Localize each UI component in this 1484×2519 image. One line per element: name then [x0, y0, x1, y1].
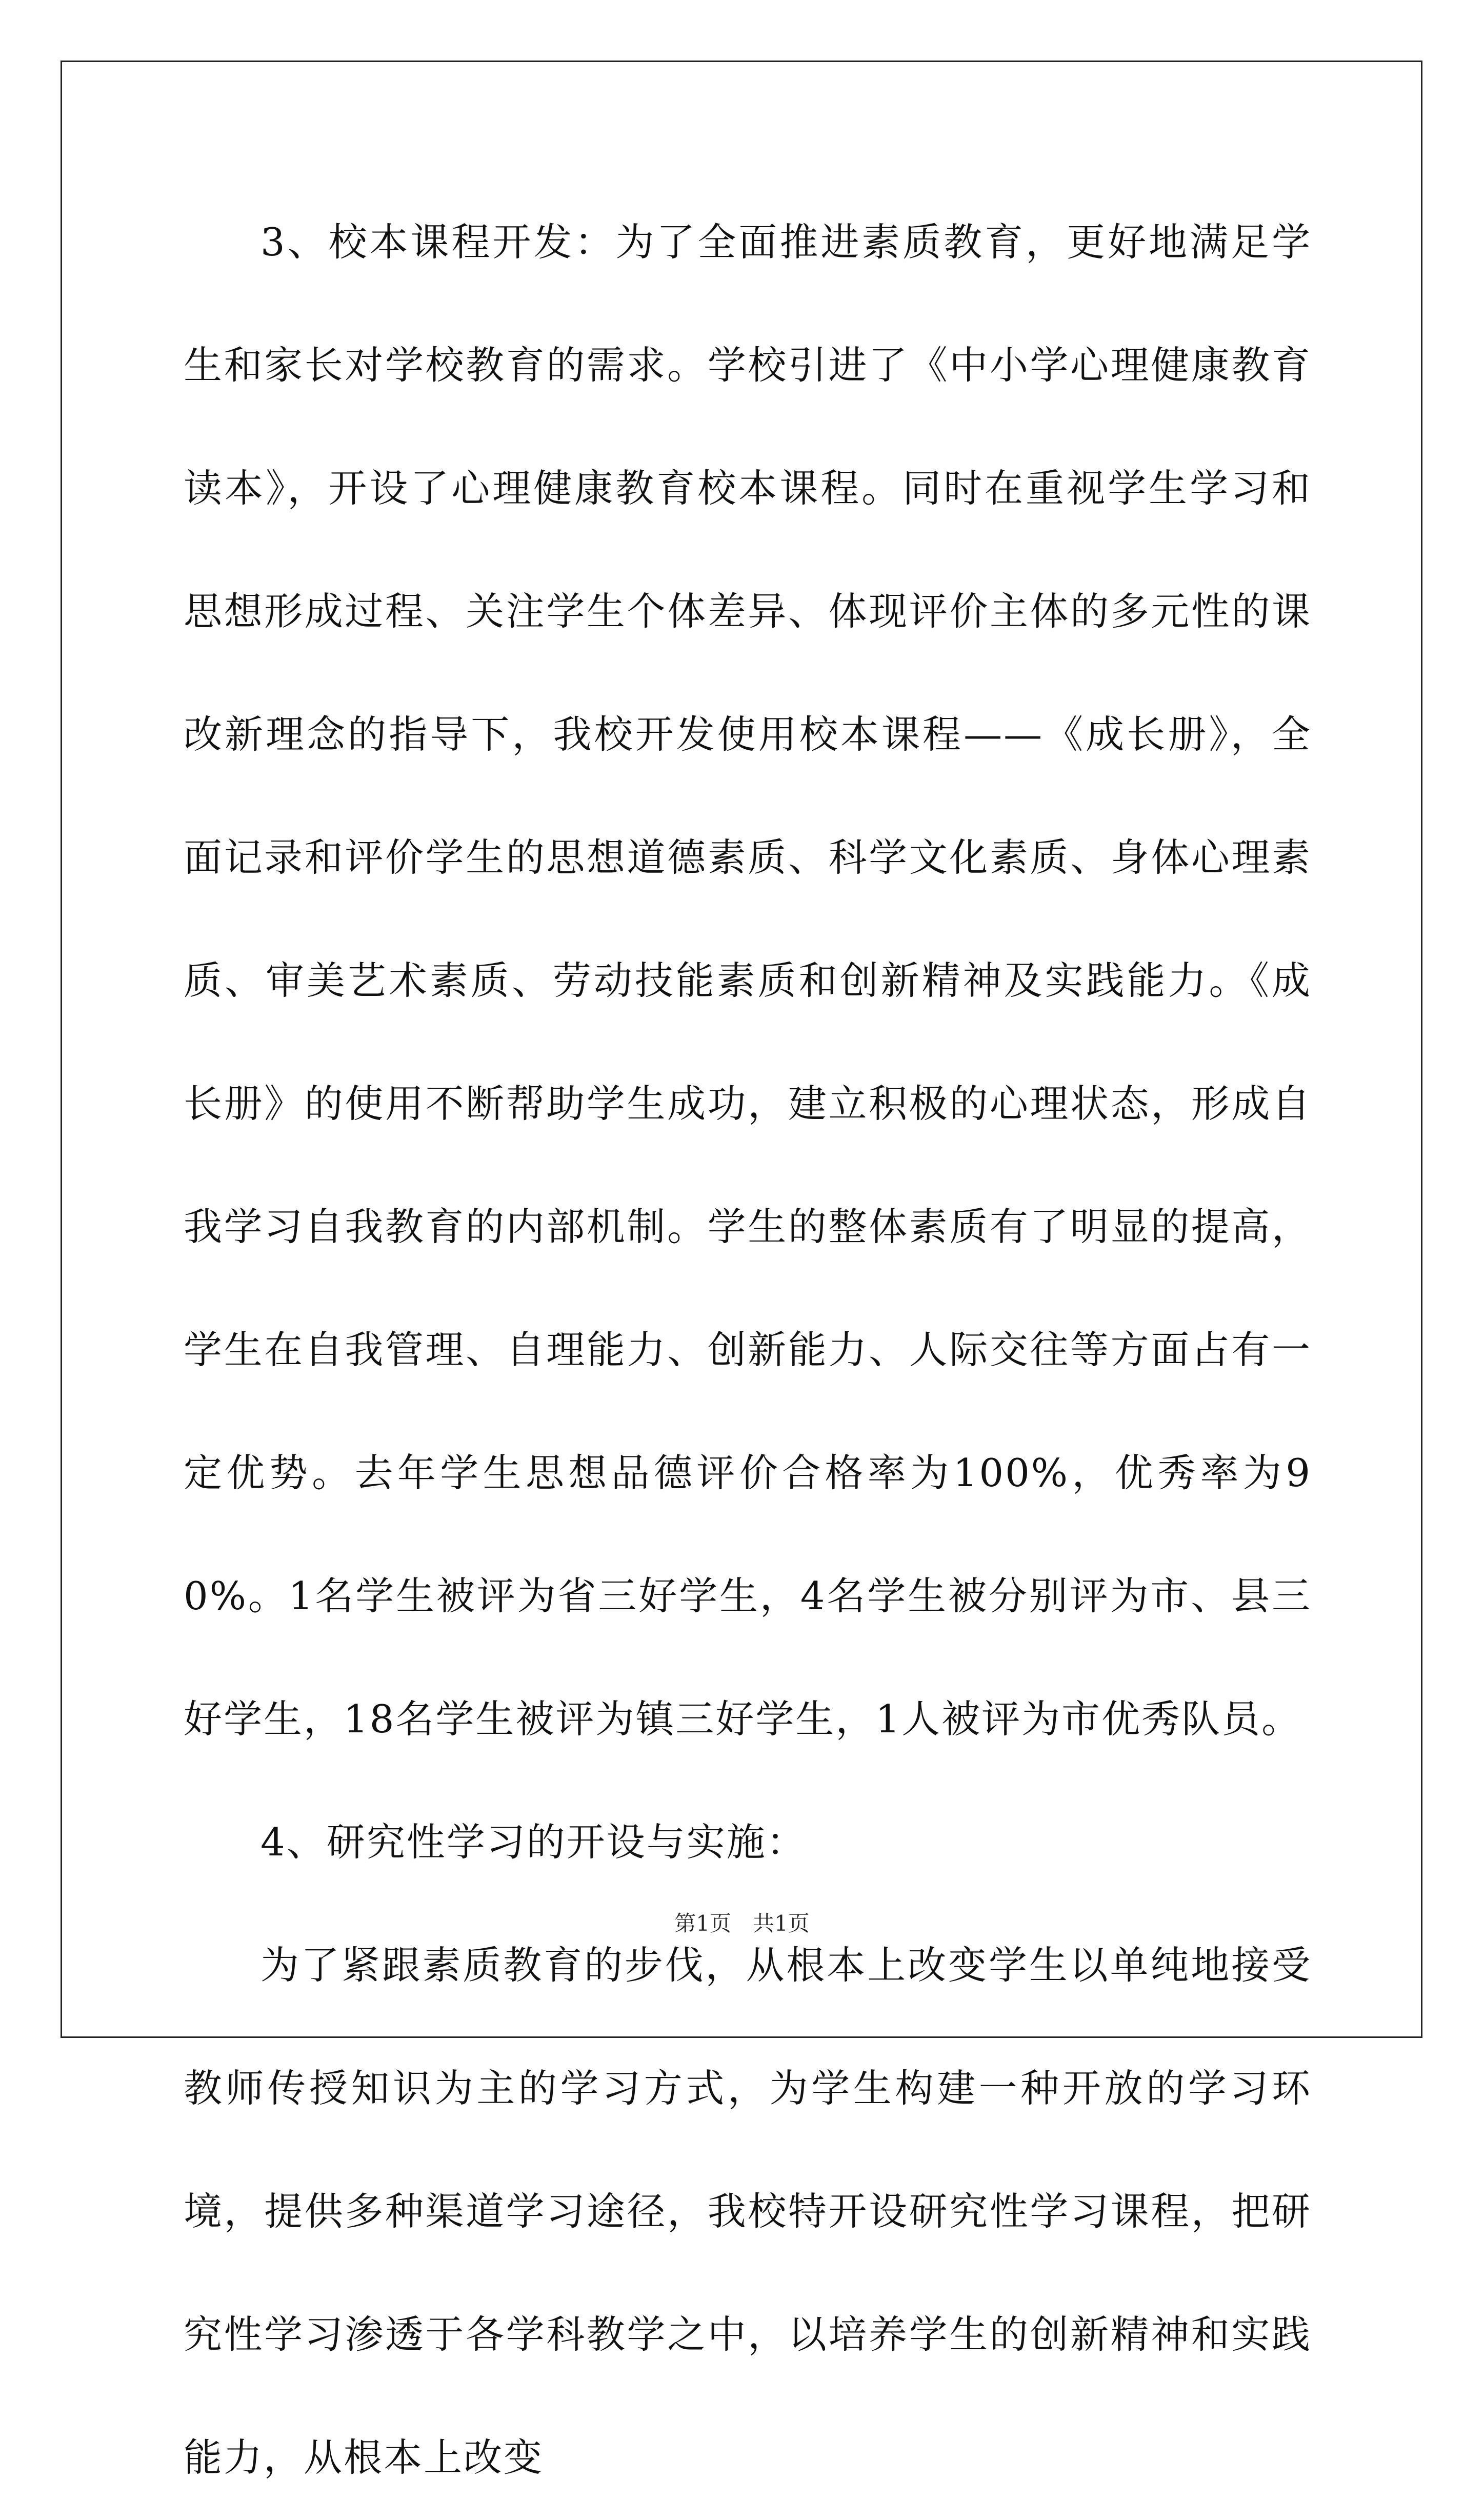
paragraph-research-heading: 4、研究性学习的开设与实施：	[260, 1820, 807, 1865]
paragraph-research-learning: 为了紧跟素质教育的步伐，从根本上改变学生以单纯地接受教师传授知识为主的学习方式，为学生构建一种开放的学习环境，提供多种渠道学习途径，我校特开设研究性学习课程，把研究性学习渗透于各学科教学之中，以培养学生的创新精神和实践能力，从根本上改变	[184, 1943, 1312, 2480]
paragraph-school-curriculum: 3、校本课程开发：为了全面推进素质教育，更好地满足学生和家长对学校教育的需求。学校引进了《中小学心理健康教育读本》，开设了心理健康教育校本课程。同时在重视学生学习和思想形成过程、关注学生个体差异、体现评价主体的多元性的课改新理念的指导下，我校开发使用校本课程——《成长册》，全面记录和评价学生的思想道德素质、科学文化素质、身体心理素质、审美艺术素质、劳动技能素质和创新精神及实践能力。《成长册》的使用不断帮助学生成功，建立积极的心理状态，形成自我学习自我教育的内部机制。学生的整体素质有了明显的提高，学生在自我管理、自理能力、创新能力、人际交往等方面占有一定优势。去年学生思想品德评价合格率为100%，优秀率为90%。1名学生被评为省三好学生，4名学生被分别评为市、县三好学生，18名学生被评为镇三好学生，1人被评为市优秀队员。	[184, 219, 1312, 1742]
document-body	[184, 181, 1312, 2519]
page-number-footer: 第1页 共1页	[674, 1911, 810, 1936]
